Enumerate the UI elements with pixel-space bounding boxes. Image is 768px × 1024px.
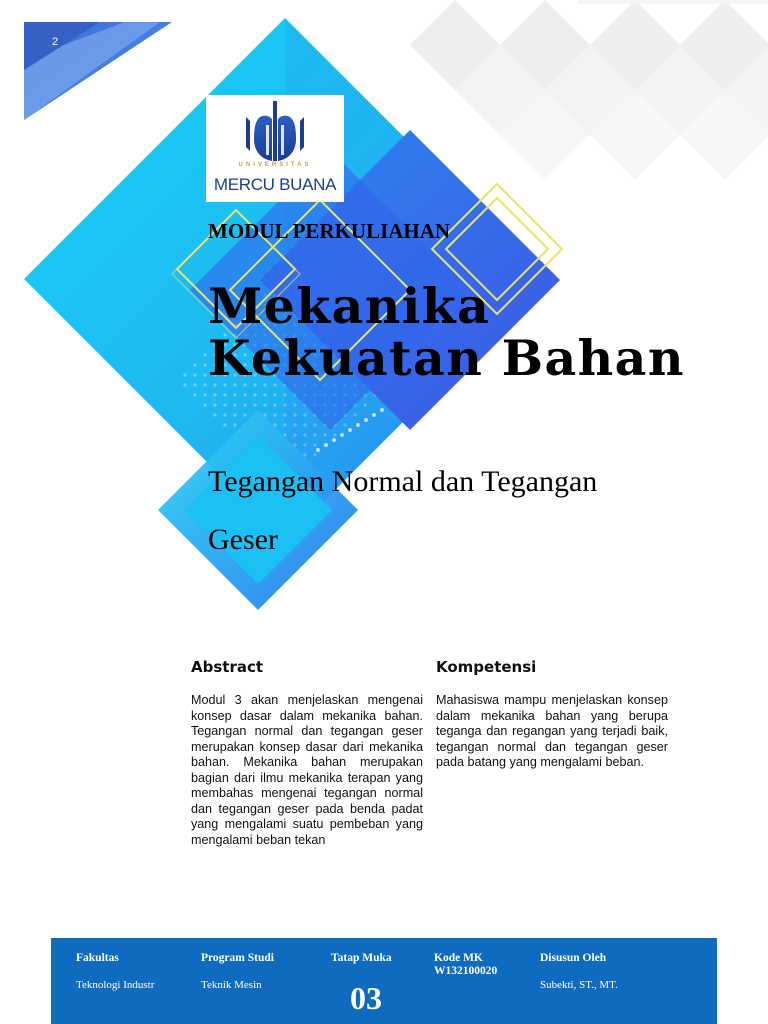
author-value: Subekti, ST., MT. xyxy=(540,979,618,991)
competence-heading: Kompetensi xyxy=(436,658,537,676)
competence-body: Mahasiswa mampu menjelaskan konsep dalam mekanika bahan yang berupa teganga dan regangan yang terjadi baik, tegangan normal dan tegangan geser pada batang yang mengalami beban. xyxy=(436,693,668,769)
module-info-footer xyxy=(51,938,717,1024)
program-value: Teknik Mesin xyxy=(201,979,262,991)
program-label: Program Studi xyxy=(201,952,274,964)
module-label: MODUL PERKULIAHAN xyxy=(208,219,451,243)
course-title-line-2: Kekuatan Bahan xyxy=(208,329,685,387)
logo-subtext: UNIVERSITAS xyxy=(238,162,312,168)
course-title-line-1: Mekanika xyxy=(208,277,491,335)
page-number: 2 xyxy=(52,36,59,48)
meeting-number: 03 xyxy=(350,980,382,1016)
module-subtitle-line-1: Tegangan Normal dan Tegangan xyxy=(208,465,598,498)
author-label: Disusun Oleh xyxy=(540,952,607,964)
module-subtitle-line-2: Geser xyxy=(208,523,278,556)
faculty-value: Teknologi Industr xyxy=(76,979,155,991)
logo-name: MERCU BUANA xyxy=(213,175,337,194)
module-subtitle xyxy=(208,453,728,569)
abstract-heading: Abstract xyxy=(191,658,264,676)
meeting-label: Tatap Muka xyxy=(331,952,392,964)
university-logo xyxy=(206,95,344,202)
faculty-label: Fakultas xyxy=(76,952,119,964)
course-code-value: W132100020 xyxy=(434,965,498,977)
abstract-body: Modul 3 akan menjelaskan mengenai konsep dasar dalam mekanika bahan. Tegangan normal dan tegangan geser merupakan konsep dasar dari mekanika bahan. Mekanika bahan merupakan bagian dari ilmu mekanika terapan yang membahas mengenai tegangan normal dan tegangan geser pada benda padat yang mengalami suatu pembeban yang mengalami beban tekan xyxy=(191,693,423,847)
course-title xyxy=(208,277,728,387)
course-code-label: Kode MK xyxy=(434,952,483,964)
